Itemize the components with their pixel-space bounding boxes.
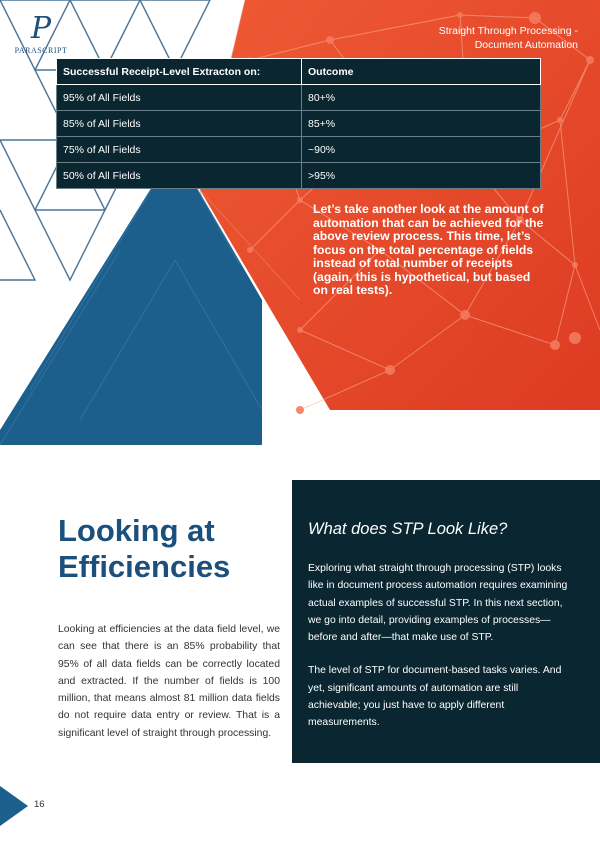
page-number: 16 <box>34 799 45 810</box>
table-row <box>57 137 541 163</box>
table-header-cell: Successful Receipt-Level Extracton on: <box>57 59 302 85</box>
table-cell: 85+% <box>302 111 541 137</box>
running-header <box>418 24 578 52</box>
table-cell: >95% <box>302 163 541 189</box>
table-cell: 75% of All Fields <box>57 137 302 163</box>
panel-paragraph: The level of STP for document-based tasks varies. And yet, significant amounts of automation are still achievable; you just have to apply different measurements. <box>308 665 562 729</box>
table-row <box>57 163 541 189</box>
efficiencies-paragraph: Looking at efficiencies at the data field level, we can see that there is an 85% probability that 95% of all data fields can be correctly located and extracted. If the number of fields is 100 million, that means almost 81 million data fields do not require data entry or review. That is a significant level of straight through processing. <box>58 624 280 739</box>
panel-body <box>308 560 570 748</box>
table-cell: 80+% <box>302 85 541 111</box>
left-column <box>58 513 280 752</box>
section-title-line2: Efficiencies <box>58 549 231 584</box>
logo-mark: P <box>30 11 52 46</box>
section-title <box>58 513 280 585</box>
panel-title: What does STP Look Like? <box>308 520 508 538</box>
table-row <box>57 111 541 137</box>
parascript-logo <box>10 11 72 55</box>
section-title-line1: Looking at <box>58 513 215 548</box>
table-cell: 95% of All Fields <box>57 85 302 111</box>
table-row <box>57 85 541 111</box>
table-cell: ~90% <box>302 137 541 163</box>
table-cell: 85% of All Fields <box>57 111 302 137</box>
stp-panel <box>292 480 600 763</box>
panel-paragraph: Exploring what straight through processing (STP) looks like in document process automation requires examining actual examples of successful STP. In this next section, we go into detail, providing examples of processes—before and after—that make use of STP. <box>308 563 568 644</box>
running-header-line1: Straight Through Processing - <box>438 25 578 37</box>
running-header-line2: Document Automation <box>474 39 578 51</box>
table-cell: 50% of All Fields <box>57 163 302 189</box>
callout-text: Let’s take another look at the amount of automation that can be achieved for the above review process. This time, let’s focus on the total percentage of fields instead of total number of receipts (again, this is hypothetical, but based on real tests). <box>313 202 544 297</box>
table-header-row <box>57 59 541 85</box>
page-arrow-icon <box>0 786 30 826</box>
table-header-cell: Outcome <box>302 59 541 85</box>
logo-wordmark: PARASCRIPT <box>14 46 68 55</box>
extraction-outcome-table <box>56 58 541 189</box>
